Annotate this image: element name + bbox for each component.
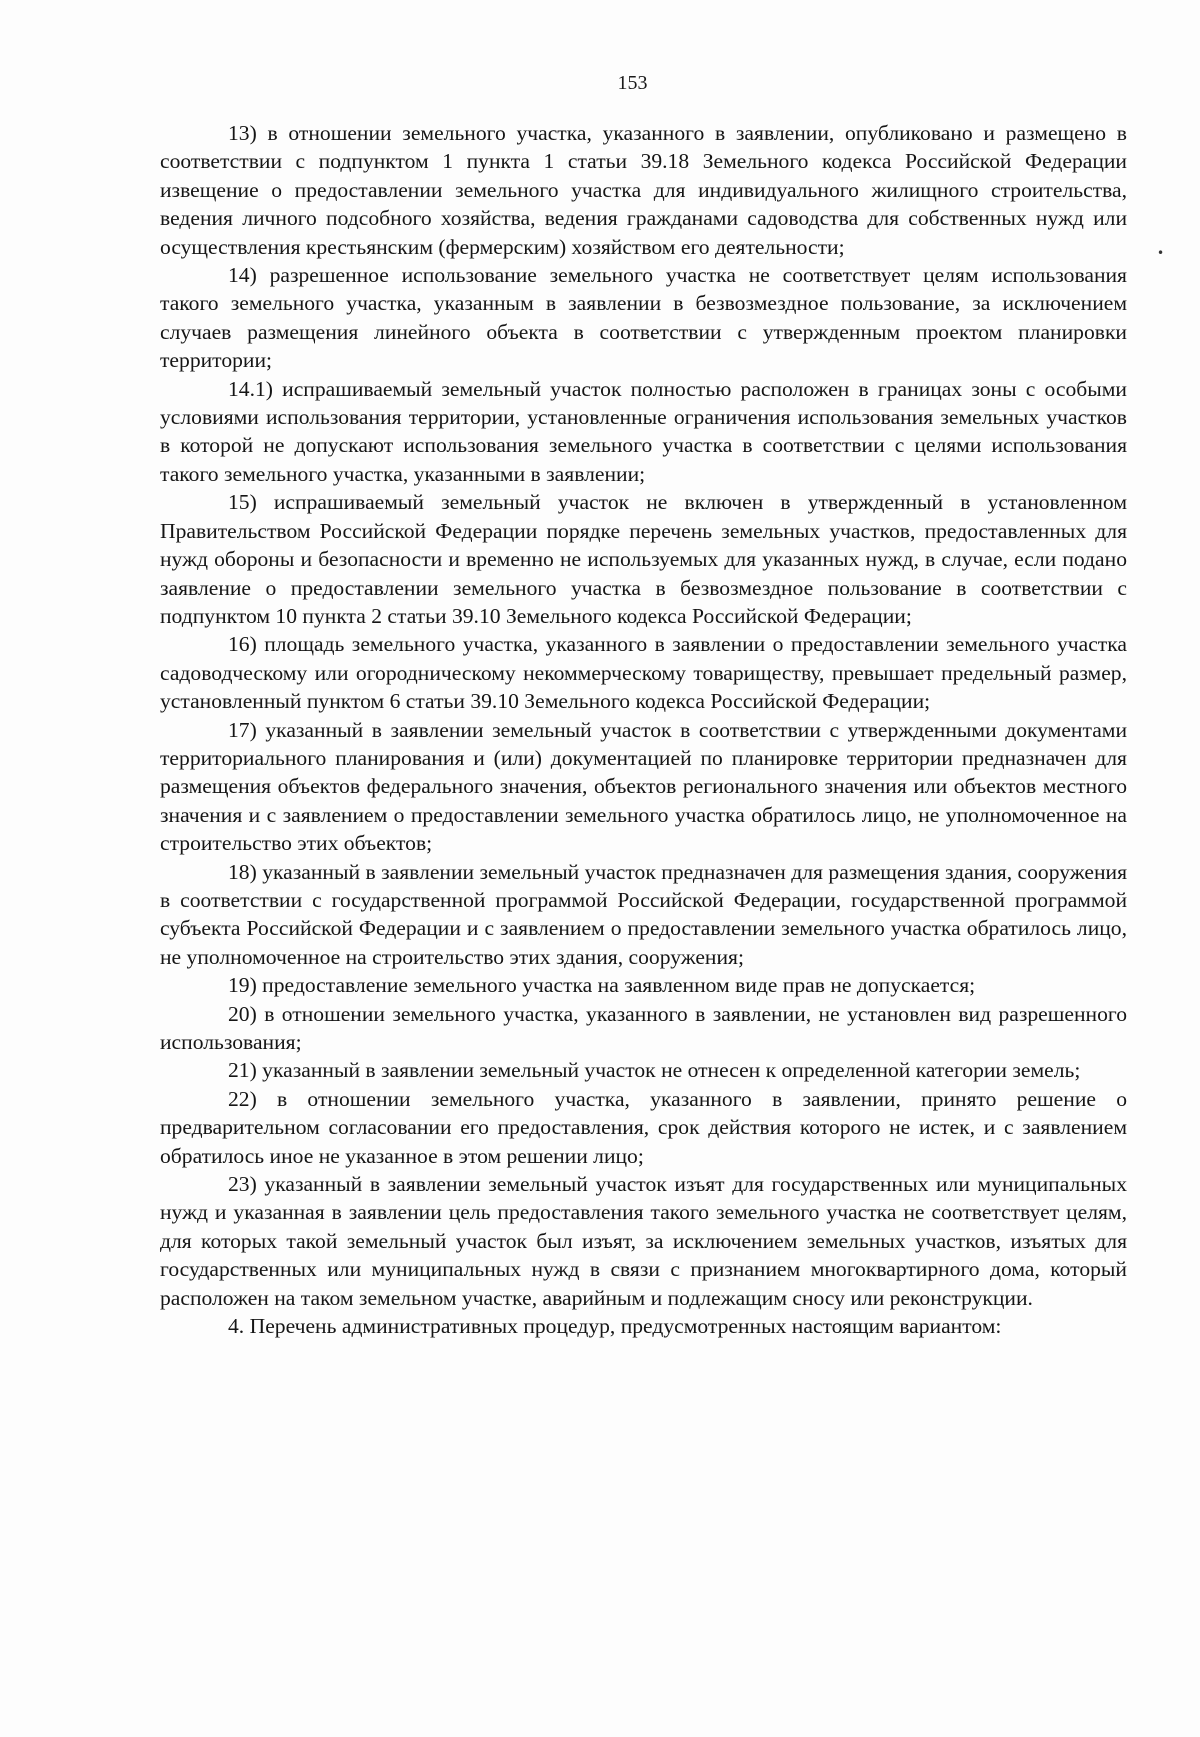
paragraph-22: 22) в отношении земельного участка, указанного в заявлении, принято решение о предварительном согласовании его предоставления, срок действия которого не истек, и с заявлением обратилось иное не указанное в этом решении лицо; [160,1086,1127,1168]
page-number: 153 [617,72,648,94]
paragraph-14-1: 14.1) испрашиваемый земельный участок полностью расположен в границах зоны с особыми условиями использования территории, установленные ограничения использования земельных участков в которой не допускают использования земельного участка в соответствии с целями использования такого земельного участка, указанными в заявлении; [160,376,1127,486]
paragraph-23: 23) указанный в заявлении земельный участок изъят для государственных или муниципальных нужд и указанная в заявлении цель предоставления такого земельного участка не соответствует целям, для которых такой земельный участок был изъят, за исключением земельных участков, изъятых для государственных или муниципальных нужд в связи с признанием многоквартирного дома, который расположен на таком земельном участке, аварийным и подлежащим сносу или реконструкции. [160,1172,1127,1310]
paragraph-17: 17) указанный в заявлении земельный участок в соответствии с утвержденными документами территориального планирования и (или) документацией по планировке территории предназначен для размещения объектов федерального значения, объектов регионального значения или объектов местного значения и с заявлением о предоставлении земельного участка обратилось лицо, не уполномоченное на строительство этих объектов; [160,717,1127,856]
paragraph-20: 20) в отношении земельного участка, указанного в заявлении, не установлен вид разрешенного использования; [160,1001,1127,1054]
paragraph-section-4: 4. Перечень административных процедур, предусмотренных настоящим вариантом: [228,1314,1002,1339]
paragraph-19: 19) предоставление земельного участка на заявленном виде прав не допускается; [228,973,976,998]
paragraph-14: 14) разрешенное использование земельного участка не соответствует целям использования такого земельного участка, указанным в заявлении в безвозмездное пользование, за исключением случаев размещения линейного объекта в соответствии с утвержденным проектом планировки территории; [160,263,1127,373]
paragraph-16: 16) площадь земельного участка, указанного в заявлении о предоставлении земельного участка садоводческому или огородническому некоммерческому товариществу, превышает предельный размер, установленный пунктом 6 статьи 39.10 Земельного кодекса Российской Федерации; [160,632,1127,714]
scan-speck: • [1157,246,1165,260]
paragraph-18: 18) указанный в заявлении земельный участок предназначен для размещения здания, сооружения в соответствии с государственной программой Российской Федерации, государственной программой субъекта Российской Федерации и с заявлением о предоставлении земельного участка обратилось лицо, не уполномоченное на строительство этих здания, сооружения; [160,859,1127,969]
document-body [160,119,1127,1340]
paragraph-21: 21) указанный в заявлении земельный участок не отнесен к определенной категории земель; [228,1058,1081,1083]
paragraph-13: 13) в отношении земельного участка, указанного в заявлении, опубликовано и размещено в соответствии с подпунктом 1 пункта 1 статьи 39.18 Земельного кодекса Российской Федерации извещение о предоставлении земельного участка для индивидуального жилищного строительства, ведения личного подсобного хозяйства, ведения гражданами садоводства для собственных нужд или осуществления крестьянским (фермерским) хозяйством его деятельности; [160,121,1127,259]
paragraph-15: 15) испрашиваемый земельный участок не включен в утвержденный в установленном Правительством Российской Федерации порядке перечень земельных участков, предоставленных для нужд обороны и безопасности и временно не используемых для указанных нужд, в случае, если подано заявление о предоставлении земельного участка в безвозмездное пользование в соответствии с подпунктом 10 пункта 2 статьи 39.10 Земельного кодекса Российской Федерации; [160,490,1127,628]
